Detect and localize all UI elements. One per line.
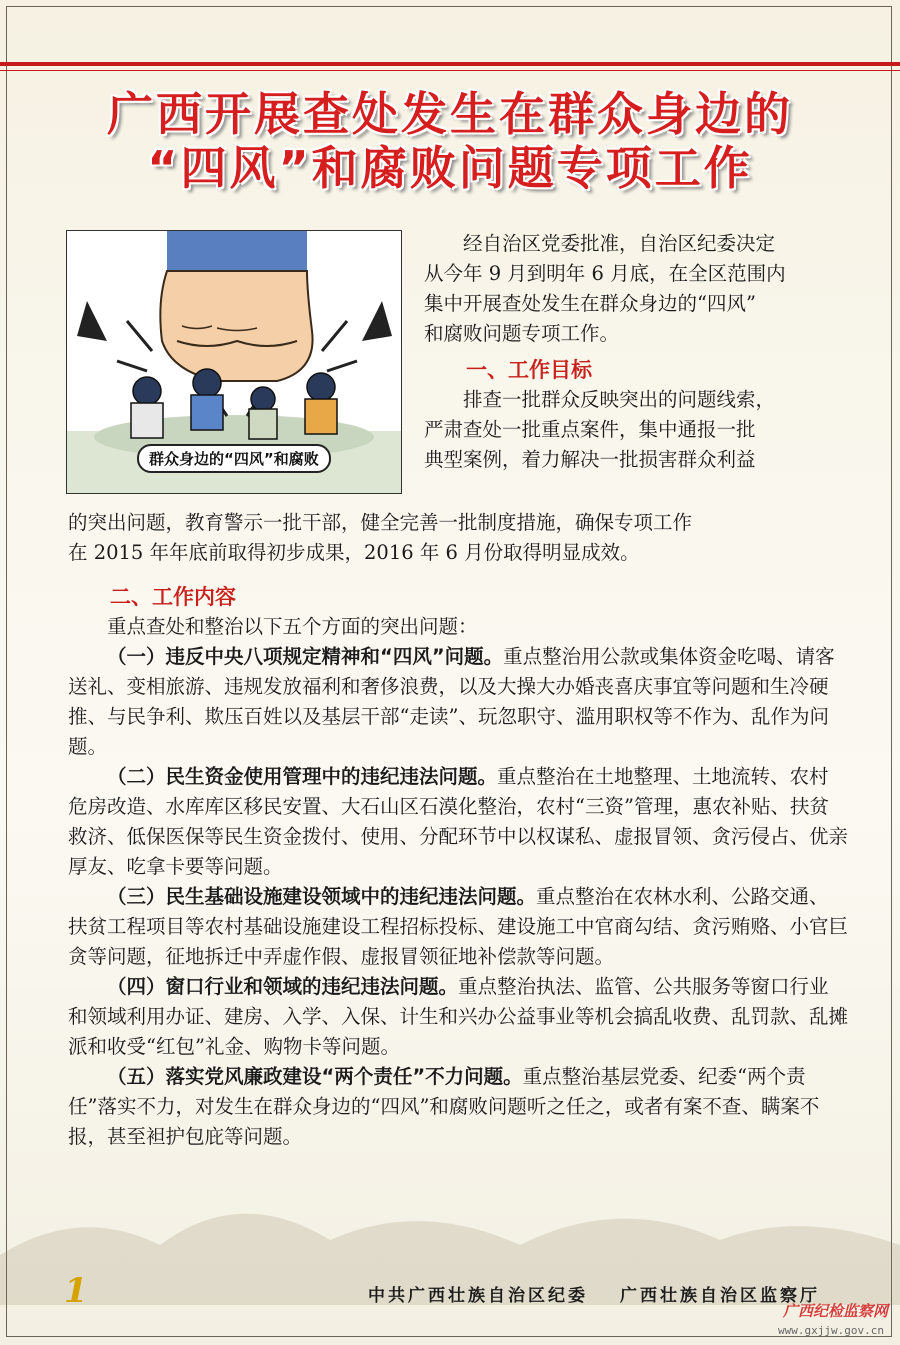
top-red-rule-thin	[0, 70, 900, 71]
cartoon-caption: 群众身边的“四风”和腐败	[137, 444, 331, 473]
section1-heading: 一、工作目标	[466, 357, 592, 382]
item-4	[68, 972, 848, 1062]
item-3-text: 重点整治在农林水利、公路交通、扶贫工程项目等农村基础设施建设工程招标投标、建设施工中官商勾结、贪污贿赂、小官巨贪等问题，征地拆迁中弄虚作假、虚报冒领征地补偿款等问题。	[68, 885, 849, 968]
intro-line-2: 从今年 9 月到明年 6 月底，在全区范围内	[424, 262, 786, 285]
item-3	[68, 882, 848, 972]
section2-heading: 二、工作内容	[110, 584, 236, 609]
main-body	[68, 508, 848, 1152]
item-4-head: （四）窗口行业和领域的违纪违法问题。	[107, 975, 459, 998]
section1-line-3: 典型案例，着力解决一批损害群众利益	[424, 448, 756, 471]
item-5-text: 重点整治基层党委、纪委“两个责任”落实不力，对发生在群众身边的“四风”和腐败问题听之任之，或者有案不查、瞒案不报，甚至袒护包庇等问题。	[68, 1065, 820, 1148]
item-1-head: （一）违反中央八项规定精神和“四风”问题。	[107, 645, 504, 668]
intro-block	[424, 229, 844, 475]
top-red-rule	[0, 62, 900, 66]
section1-line-2: 严肃查处一批重点案件，集中通报一批	[424, 418, 756, 441]
section1-line-4: 的突出问题，教育警示一批干部，健全完善一批制度措施，确保专项工作	[68, 511, 693, 534]
title-line-1: 广西开展查处发生在群众身边的	[107, 87, 793, 141]
item-1	[68, 642, 848, 762]
watermark-url: www.gxjjw.gov.cn	[778, 1324, 884, 1337]
item-1-text: 重点整治用公款或集体资金吃喝、请客送礼、变相旅游、违规发放福利和奢侈浪费，以及大操大办婚丧喜庆事宜等问题和生冷硬推、与民争利、欺压百姓以及基层干部“走读”、玩忽职守、滥用职权等不作为、乱作为问题。	[68, 645, 835, 758]
intro-line-3: 集中开展查处发生在群众身边的“四风”	[424, 292, 756, 315]
watermark-logo: 广西纪检监察网	[782, 1302, 888, 1320]
cartoon-illustration	[66, 230, 402, 494]
intro-line-4: 和腐败问题专项工作。	[424, 322, 620, 345]
section1-line-5: 在 2015 年年底前取得初步成果，2016 年 6 月份取得明显成效。	[68, 541, 640, 564]
intro-line-1: 经自治区党委批准，自治区纪委决定	[463, 232, 776, 255]
item-2	[68, 762, 848, 882]
item-5	[68, 1062, 848, 1152]
item-4-text: 重点整治执法、监管、公共服务等窗口行业和领域利用办证、建房、入学、入保、计生和兴办公益事业等机会搞乱收费、乱罚款、乱摊派和收受“红包”礼金、购物卡等问题。	[68, 975, 849, 1058]
footer-org-2: 广西壮族自治区监察厅	[620, 1286, 820, 1306]
footer-org-1: 中共广西壮族自治区纪委	[368, 1286, 588, 1306]
title-line-2: “四风”和腐败问题专项工作	[147, 141, 753, 195]
item-3-head: （三）民生基础设施建设领域中的违纪违法问题。	[107, 885, 537, 908]
section1-line-1: 排查一批群众反映突出的问题线索，	[463, 388, 776, 411]
item-5-head: （五）落实党风廉政建设“两个责任”不力问题。	[107, 1065, 523, 1088]
item-2-head: （二）民生资金使用管理中的违纪违法问题。	[107, 765, 498, 788]
section2-intro: 重点查处和整治以下五个方面的突出问题：	[107, 615, 478, 638]
page-number: 1	[64, 1271, 88, 1311]
item-2-text: 重点整治在土地整理、土地流转、农村危房改造、水库库区移民安置、大石山区石漠化整治，农村“三资”管理，惠农补贴、扶贫救济、低保医保等民生资金拨付、使用、分配环节中以权谋私、虚报冒领、贪污侵占、优亲厚友、吃拿卡要等问题。	[68, 765, 849, 878]
